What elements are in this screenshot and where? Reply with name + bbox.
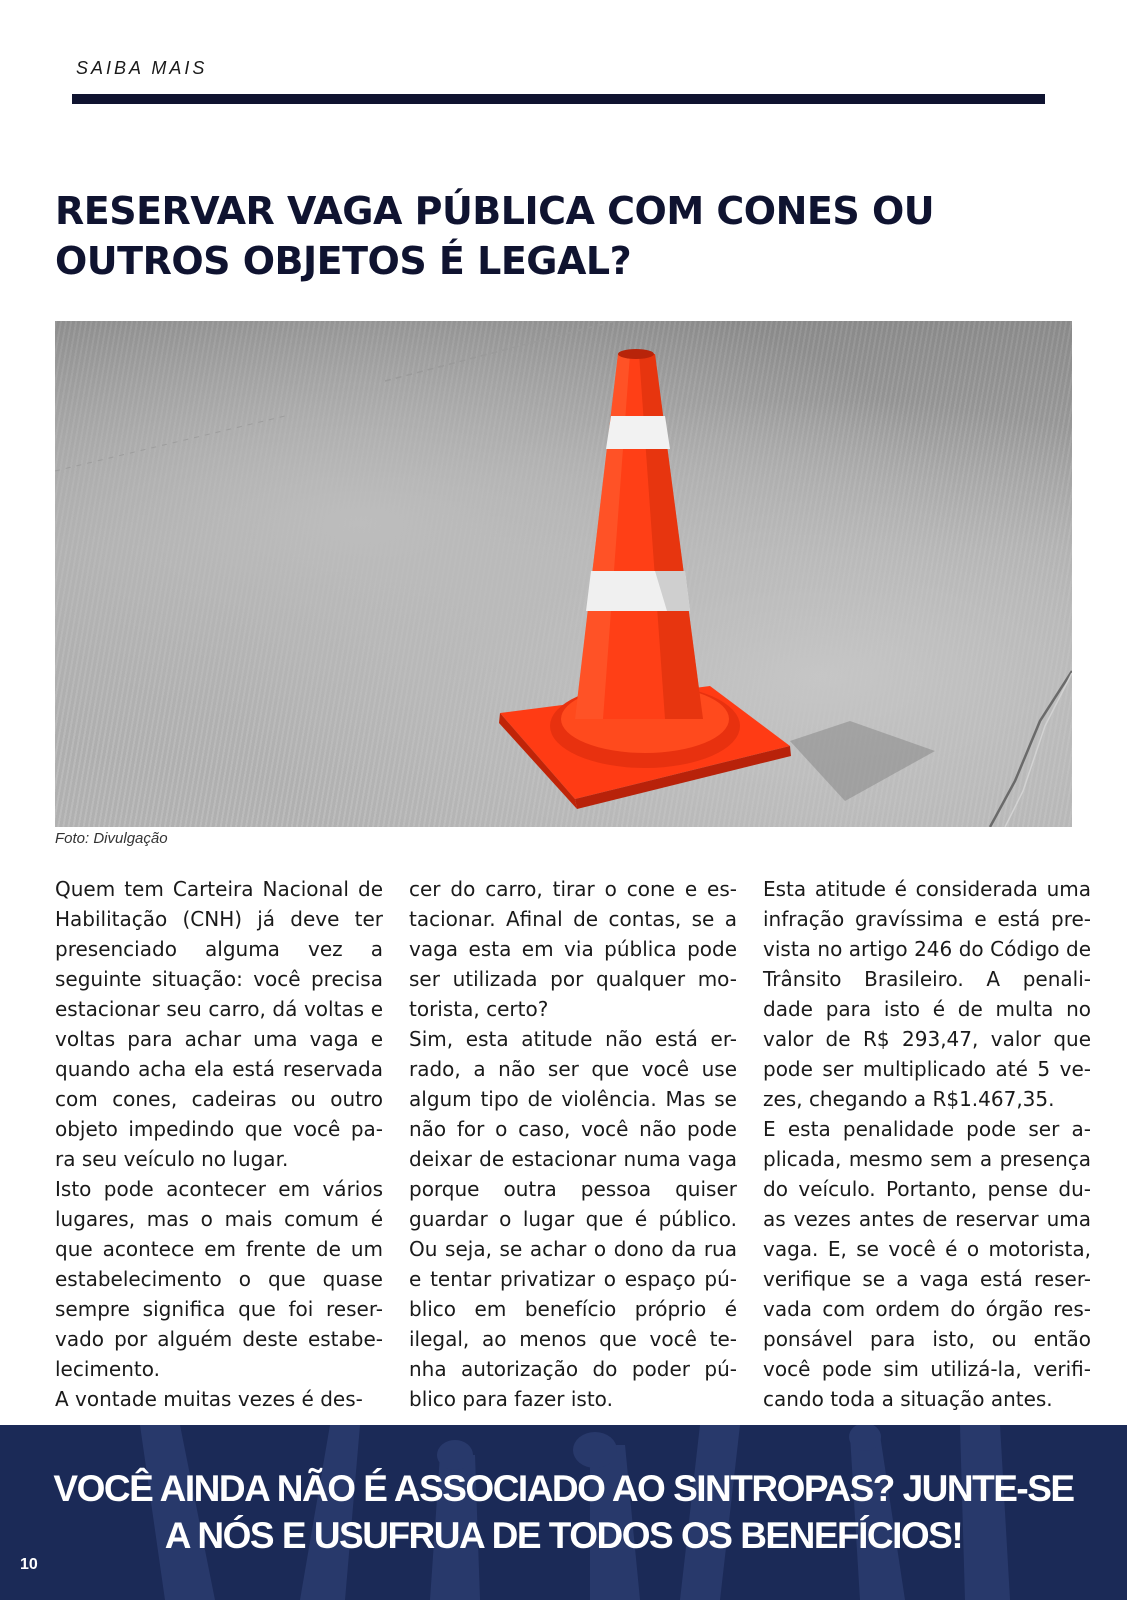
paragraph: E esta penalidade pode ser a-plicada, mesmo sem a presença do veículo. Portanto, pense du-as vezes antes de reservar uma vaga. E, se você é o motorista, verifique se a vaga está reser-vada com ordem do órgão res-ponsável para isto, ou então você pode sim utilizá-la, verifi-cando toda a situação antes. (763, 1117, 1091, 1411)
paragraph: A vontade muitas vezes é des- (55, 1387, 363, 1411)
membership-banner (0, 1425, 1127, 1600)
article-title-line-1: RESERVAR VAGA PÚBLICA COM CONES OU (55, 189, 935, 233)
banner-message (0, 1465, 1127, 1559)
paragraph: cer do carro, tirar o cone e es-tacionar. Afinal de contas, se a vaga esta em via pública pode ser utilizada por qualquer mo-torista, certo? (409, 877, 737, 1021)
paragraph: Esta atitude é considerada uma infração gravíssima e está pre-vista no artigo 246 do Código de Trânsito Brasileiro. A penali-dade para isto é de multa no valor de R$ 293,47, valor que pode ser multiplicado até 5 ve-zes, chegando a R$1.467,35. (763, 877, 1091, 1111)
paragraph: Sim, esta atitude não está er-rado, a não ser que você use algum tipo de violência. Mas se não for o caso, você não pode deixar de estacionar numa vaga porque outra pessoa quiser guardar o lugar que é público. Ou seja, se achar o dono da rua e tentar privatizar o espaço pú-blico em benefício próprio é ilegal, ao menos que você te-nha autorização do poder pú-blico para fazer isto. (409, 1027, 737, 1411)
banner-line-1: VOCÊ AINDA NÃO É ASSOCIADO AO SINTROPAS? JUNTE-SE (53, 1468, 1074, 1509)
article-title-line-2: OUTROS OBJETOS É LEGAL? (55, 239, 632, 283)
article-body (55, 874, 1091, 1414)
traffic-cone-illustration (55, 321, 1072, 827)
section-label: SAIBA MAIS (76, 58, 208, 78)
article-column-2 (409, 874, 737, 1414)
article-title (55, 186, 1055, 286)
header-divider (72, 94, 1045, 104)
photo-caption: Foto: Divulgação (55, 830, 168, 847)
paragraph: Quem tem Carteira Nacional de Habilitação (CNH) já deve ter presenciado alguma vez a seguinte situação: você precisa estacionar seu carro, dá voltas e voltas para achar uma vaga e quando acha ela está reservada com cones, cadeiras ou outro objeto impedindo que você pa-ra seu veículo no lugar. (55, 877, 383, 1171)
article-column-3 (763, 874, 1091, 1414)
traffic-cone-photo (55, 321, 1072, 827)
paragraph: Isto pode acontecer em vários lugares, mas o mais comum é que acontece em frente de um estabelecimento o que quase sempre significa que foi reser-vado por alguém deste estabe-lecimento. (55, 1177, 383, 1381)
banner-line-2: A NÓS E USUFRUA DE TODOS OS BENEFÍCIOS! (164, 1515, 963, 1556)
page-number: 10 (20, 1556, 38, 1573)
article-column-1 (55, 874, 383, 1414)
